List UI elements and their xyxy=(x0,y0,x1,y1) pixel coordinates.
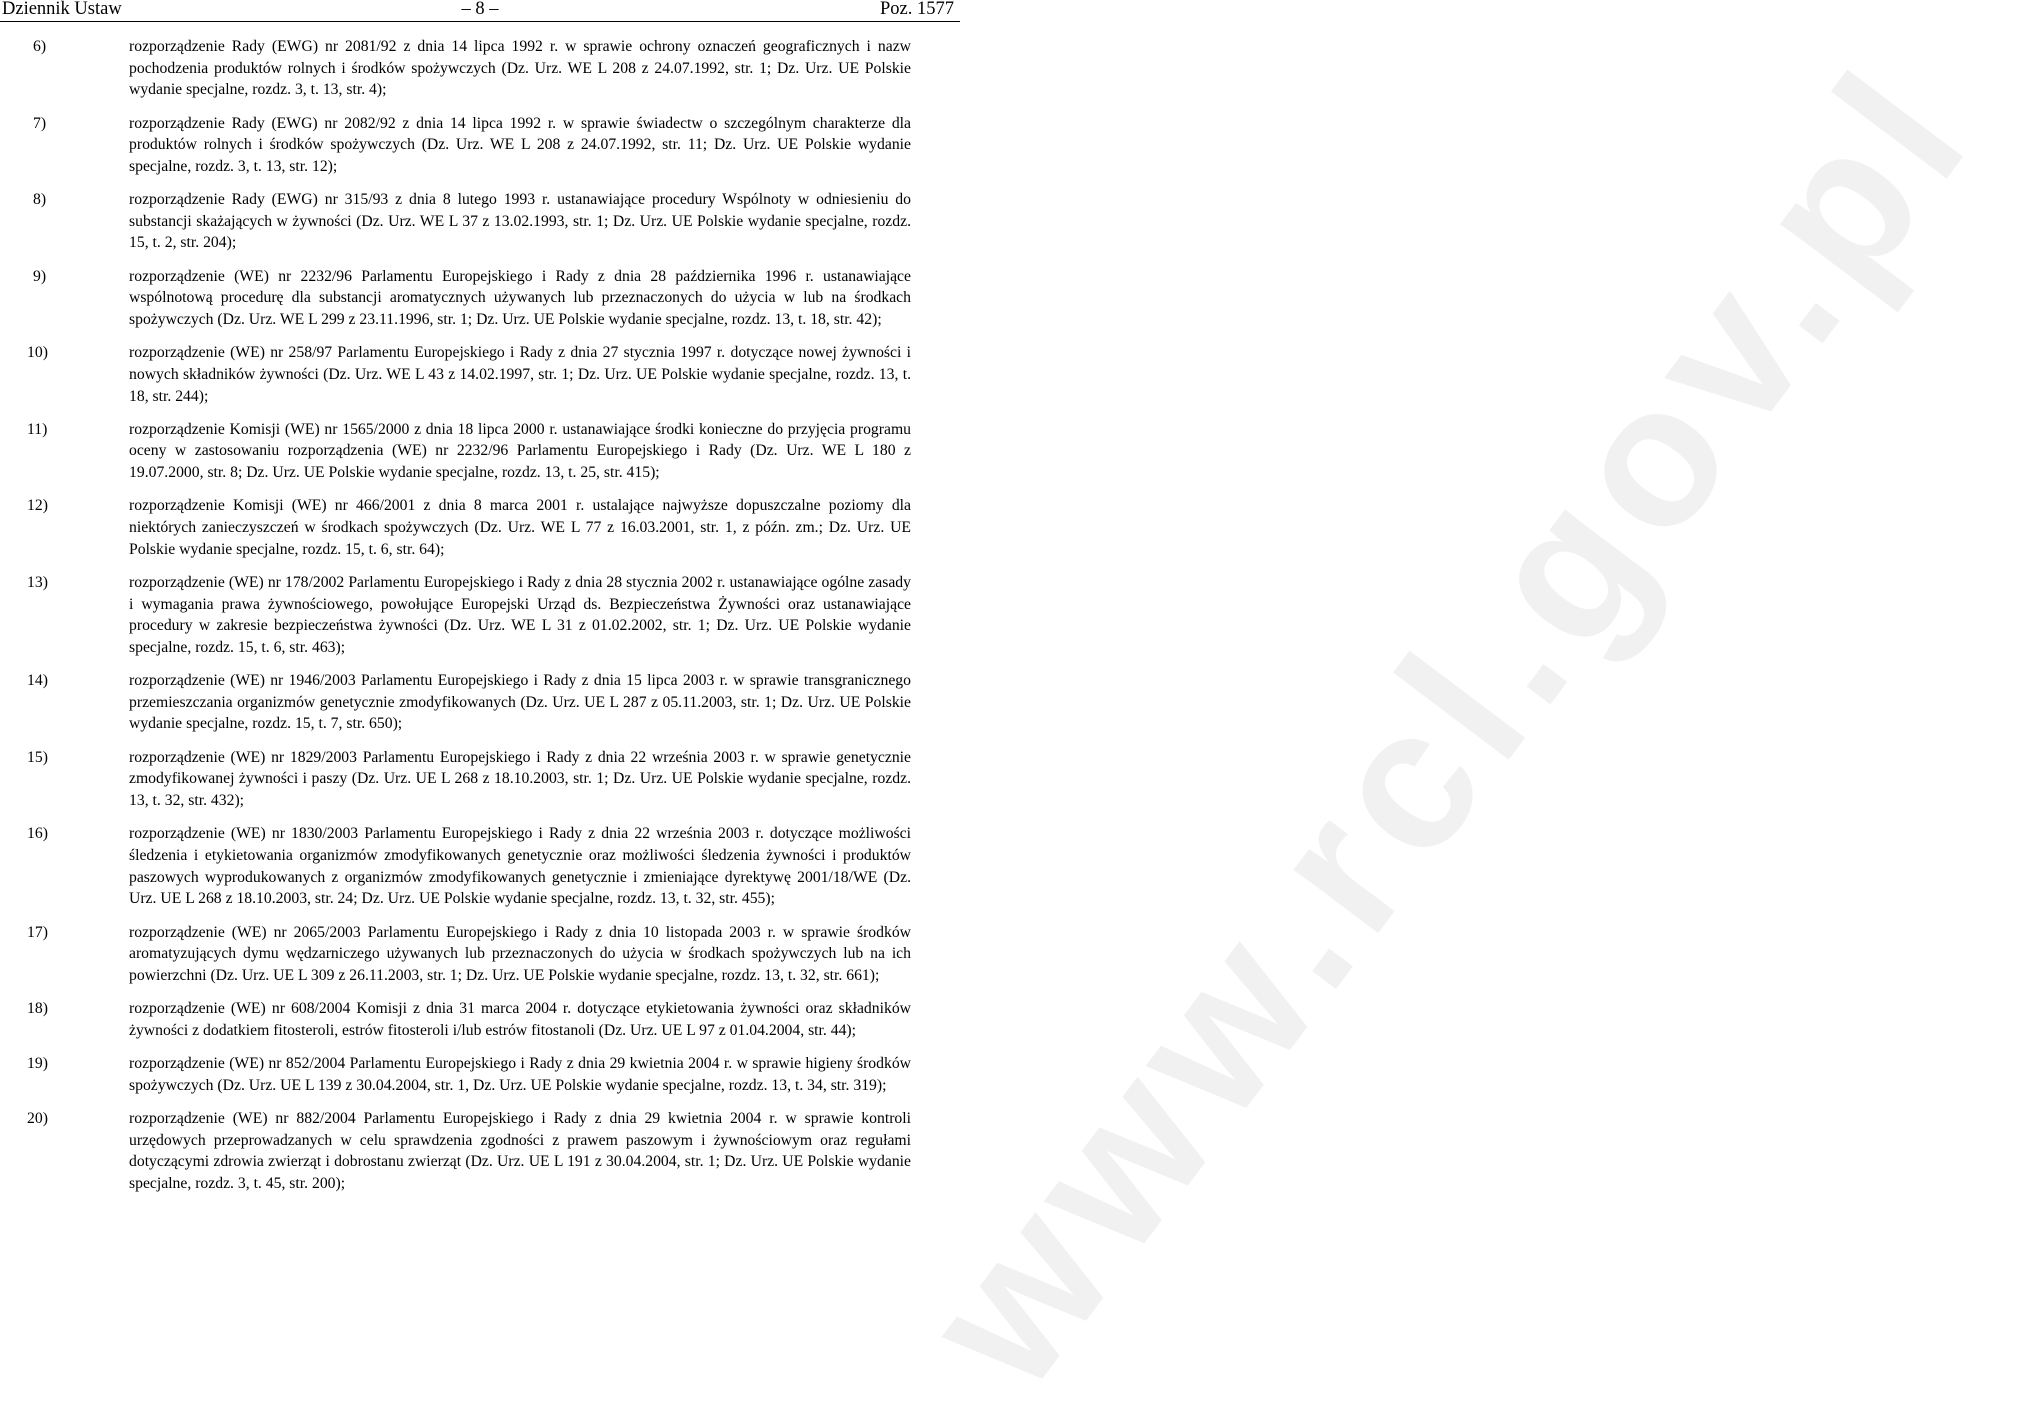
item-number: 15) xyxy=(27,748,48,766)
item-number: 8) xyxy=(33,191,47,209)
item-number: 17) xyxy=(27,923,48,941)
item-text: rozporządzenie Rady (EWG) nr 2082/92 z dnia 14 lipca 1992 r. w sprawie świadectw o szczególnym charakterze dla produktów rolnych i środków spożywczych (Dz. Urz. WE L 208 z 24.07.1992, str. 11; Dz. Urz. UE Polskie wydanie specjalne, rozdz. 3, t. 13, str. 12); xyxy=(129,114,911,175)
list-item xyxy=(33,189,911,254)
item-number: 11) xyxy=(27,420,48,438)
item-number: 9) xyxy=(33,267,47,285)
item-number: 6) xyxy=(33,38,47,55)
item-text: rozporządzenie (WE) nr 1829/2003 Parlamentu Europejskiego i Rady z dnia 22 września 2003 r. w sprawie genetycznie zmodyfikowanej żywności i paszy (Dz. Urz. UE L 268 z 18.10.2003, str. 1; Dz. Urz. UE Polskie wydanie specjalne, rozdz. 13, t. 32, str. 432); xyxy=(129,748,911,809)
item-text: rozporządzenie (WE) nr 882/2004 Parlamentu Europejskiego i Rady z dnia 29 kwietnia 2004 r. w sprawie kontroli urzędowych przeprowadzanych w celu sprawdzenia zgodności z prawem paszowym i żywnościowym oraz regułami dotyczącymi zdrowia zwierząt i dobrostanu zwierząt (Dz. Urz. UE L 191 z 30.04.2004, str. 1; Dz. Urz. UE Polskie wydanie specjalne, rozdz. 3, t. 45, str. 200); xyxy=(129,1110,911,1192)
journal-title: Dziennik Ustaw xyxy=(2,0,122,19)
list-item xyxy=(27,1053,911,1096)
list-item xyxy=(27,495,911,560)
item-text: rozporządzenie (WE) nr 1830/2003 Parlamentu Europejskiego i Rady z dnia 22 września 2003 r. dotyczące możliwości śledzenia i etykietowania organizmów zmodyfikowanych genetycznie oraz możliwości śledzenia żywności i produktów paszowych wyprodukowanych z organizmów zmodyfikowanych genetycznie i zmieniające dyrektywę 2001/18/WE (Dz. Urz. UE L 268 z 18.10.2003, str. 24; Dz. Urz. UE Polskie wydanie specjalne, rozdz. 13, t. 32, str. 455); xyxy=(129,825,911,908)
item-text: rozporządzenie Komisji (WE) nr 1565/2000 z dnia 18 lipca 2000 r. ustanawiające środki konieczne do przyjęcia programu oceny w zastosowaniu rozporządzenia (WE) nr 2232/96 Parlamentu Europejskiego i Rady (Dz. Urz. WE L 180 z 19.07.2000, str. 8; Dz. Urz. UE Polskie wydanie specjalne, rozdz. 13, t. 25, str. 415); xyxy=(129,420,911,482)
list-item xyxy=(27,342,911,407)
item-text: rozporządzenie (WE) nr 1946/2003 Parlamentu Europejskiego i Rady z dnia 15 lipca 2003 r. w sprawie transgranicznego przemieszczania organizmów genetycznie zmodyfikowanych (Dz. Urz. UE L 287 z 05.11.2003, str. 1; Dz. Urz. UE Polskie wydanie specjalne, rozdz. 15, t. 7, str. 650); xyxy=(129,672,911,733)
list-item xyxy=(33,36,911,101)
item-text: rozporządzenie Rady (EWG) nr 2081/92 z dnia 14 lipca 1992 r. w sprawie ochrony oznaczeń geograficznych i nazw pochodzenia produktów rolnych i środków spożywczych (Dz. Urz. WE L 208 z 24.07.1992, str. 1; Dz. Urz. UE Polskie wydanie specjalne, rozdz. 3, t. 13, str. 4); xyxy=(129,38,911,99)
page-header xyxy=(0,0,960,22)
item-text: rozporządzenie (WE) nr 608/2004 Komisji z dnia 31 marca 2004 r. dotyczące etykietowania żywności oraz składników żywności z dodatkiem fitosteroli, estrów fitosteroli i/lub estrów fitostanoli (Dz. Urz. UE L 97 z 01.04.2004, str. 44); xyxy=(129,1000,911,1039)
list-item xyxy=(27,419,911,484)
page-number: – 8 – xyxy=(461,0,499,19)
item-number: 7) xyxy=(33,114,47,132)
item-number: 10) xyxy=(27,344,48,362)
item-number: 19) xyxy=(27,1055,48,1073)
list-item xyxy=(33,266,911,331)
item-number: 13) xyxy=(27,574,48,592)
list-item xyxy=(27,747,911,812)
item-text: rozporządzenie Komisji (WE) nr 466/2001 z dnia 8 marca 2001 r. ustalające najwyższe dopuszczalne poziomy dla niektórych zanieczyszczeń w środkach spożywczych (Dz. Urz. WE L 77 z 16.03.2001, str. 1, z późn. zm.; Dz. Urz. UE Polskie wydanie specjalne, rozdz. 15, t. 6, str. 64); xyxy=(129,497,911,558)
list-item xyxy=(27,572,911,658)
list-item xyxy=(27,922,911,987)
item-number: 18) xyxy=(27,1000,48,1018)
list-item xyxy=(27,823,911,909)
item-text: rozporządzenie (WE) nr 2232/96 Parlamentu Europejskiego i Rady z dnia 28 października 1996 r. ustanawiające wspólnotową procedurę dla substancji aromatycznych używanych lub przeznaczonych do użycia w lub na środkach spożywczych (Dz. Urz. WE L 299 z 23.11.1996, str. 1; Dz. Urz. UE Polskie wydanie specjalne, rozdz. 13, t. 18, str. 42); xyxy=(129,267,911,328)
watermark: www.rcl.gov.pl xyxy=(882,25,2015,1427)
item-text: rozporządzenie (WE) nr 2065/2003 Parlamentu Europejskiego i Rady z dnia 10 listopada 2003 r. w sprawie środków aromatyzujących dymu wędzarniczego używanych lub przeznaczonych do użycia w środkach spożywczych lub na ich powierzchni (Dz. Urz. UE L 309 z 26.11.2003, str. 1; Dz. Urz. UE Polskie wydanie specjalne, rozdz. 13, t. 32, str. 661); xyxy=(129,923,911,984)
item-number: 16) xyxy=(27,825,48,843)
list-item xyxy=(27,998,911,1041)
list-item xyxy=(27,670,911,735)
item-text: rozporządzenie Rady (EWG) nr 315/93 z dnia 8 lutego 1993 r. ustanawiające procedury Wspólnoty w odniesieniu do substancji skażających w żywności (Dz. Urz. WE L 37 z 13.02.1993, str. 1; Dz. Urz. UE Polskie wydanie specjalne, rozdz. 15, t. 2, str. 204); xyxy=(129,191,911,252)
item-text: rozporządzenie (WE) nr 178/2002 Parlamentu Europejskiego i Rady z dnia 28 stycznia 2002 r. ustanawiające ogólne zasady i wymagania prawa żywnościowego, powołujące Europejski Urząd ds. Bezpieczeństwa Żywności oraz ustanawiające procedury w zakresie bezpieczeństwa żywności (Dz. Urz. WE L 31 z 01.02.2002, str. 1; Dz. Urz. UE Polskie wydanie specjalne, rozdz. 15, t. 6, str. 463); xyxy=(129,574,911,656)
header-rule xyxy=(0,21,960,22)
item-number: 12) xyxy=(27,497,48,515)
item-number: 20) xyxy=(27,1110,48,1128)
list-item xyxy=(27,1108,911,1194)
regulation-list xyxy=(0,36,960,1206)
item-text: rozporządzenie (WE) nr 852/2004 Parlamentu Europejskiego i Rady z dnia 29 kwietnia 2004 r. w sprawie higieny środków spożywczych (Dz. Urz. UE L 139 z 30.04.2004, str. 1, Dz. Urz. UE Polskie wydanie specjalne, rozdz. 13, t. 34, str. 319); xyxy=(129,1055,911,1094)
list-item xyxy=(33,113,911,178)
item-number: 14) xyxy=(27,672,48,690)
item-text: rozporządzenie (WE) nr 258/97 Parlamentu Europejskiego i Rady z dnia 27 stycznia 1997 r. dotyczące nowej żywności i nowych składników żywności (Dz. Urz. WE L 43 z 14.02.1997, str. 1; Dz. Urz. UE Polskie wydanie specjalne, rozdz. 13, t. 18, str. 244); xyxy=(129,344,911,405)
position-number: Poz. 1577 xyxy=(880,0,954,19)
